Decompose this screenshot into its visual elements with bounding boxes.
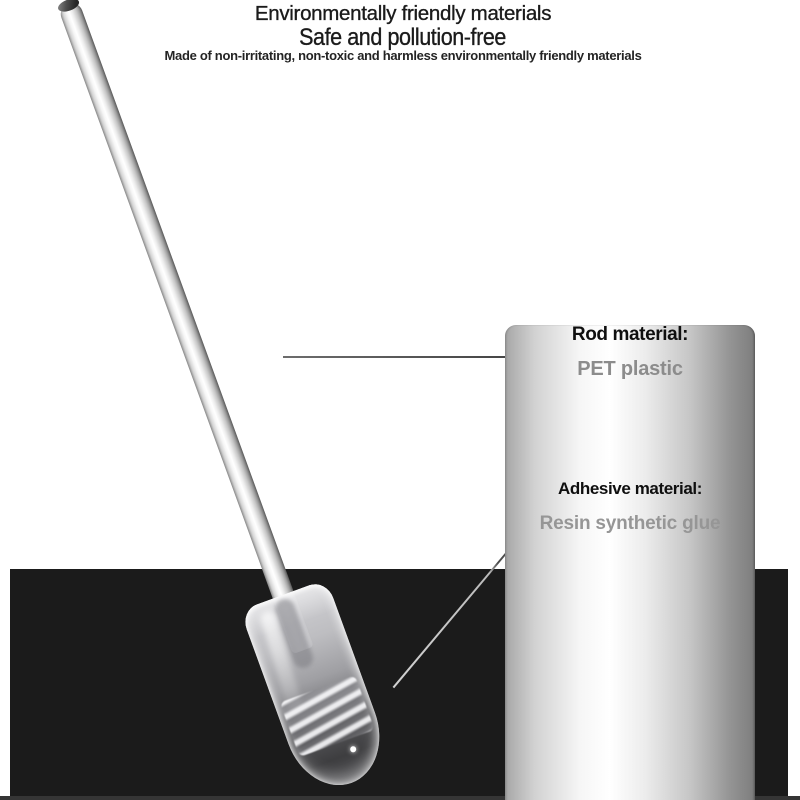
adhesive-material-value: Resin synthetic glue [539,513,721,534]
adhesive-material-callout [505,480,755,535]
rod-material-callout [505,325,755,800]
glue-reservoir-highlight [349,745,357,753]
rod-pointer-line [283,356,543,358]
rod-material-value: PET plastic [577,358,683,380]
page-subtitle-small: Made of non-irritating, non-toxic and harmless environmentally friendly materials [164,48,642,63]
page-title: Environmentally friendly materials [254,2,552,25]
adhesive-material-label: Adhesive material: [558,479,702,498]
rod-material-label: Rod material: [571,324,689,345]
pet-plastic-rod [58,0,314,654]
page-subtitle-large-text: Safe and pollution-free [299,24,507,51]
